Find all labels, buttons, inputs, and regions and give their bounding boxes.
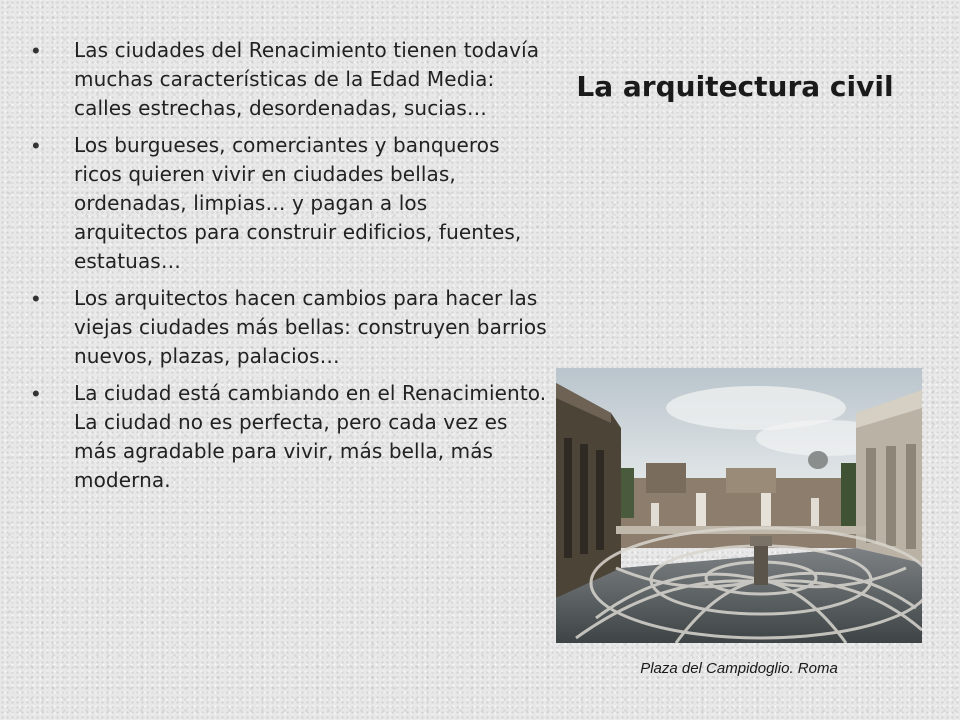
plaza-photo [556, 368, 922, 643]
bullet-text: Los arquitectos hacen cambios para hacer las viejas ciudades más bellas: construyen barrios nuevos, plazas, palacios… [74, 286, 547, 368]
bullet-marker: • [32, 38, 40, 63]
equestrian-statue [754, 543, 768, 585]
bullet-item [32, 379, 547, 495]
bullet-marker: • [32, 286, 40, 311]
bullet-text: Las ciudades del Renacimiento tienen todavía muchas características de la Edad Media: calles estrechas, desordenadas, sucias… [74, 38, 540, 120]
bullet-item [32, 284, 547, 371]
bullet-item [32, 36, 547, 123]
bullet-text: Los burgueses, comerciantes y banqueros ricos quieren vivir en ciudades bellas, ordenadas, limpias… y pagan a los arquitectos para construir edificios, fuentes, estatuas… [74, 133, 522, 273]
bullet-marker: • [32, 133, 40, 158]
bullet-item [32, 131, 547, 276]
slide-title: La arquitectura civil [576, 70, 894, 103]
bullet-marker: • [32, 381, 40, 406]
photo-caption: Plaza del Campidoglio. Roma [640, 660, 838, 677]
plaza-illustration [556, 368, 922, 643]
bullet-list [32, 36, 547, 503]
bullet-text: La ciudad está cambiando en el Renacimiento. La ciudad no es perfecta, pero cada vez es más agradable para vivir, más bella, más moderna. [74, 381, 547, 492]
